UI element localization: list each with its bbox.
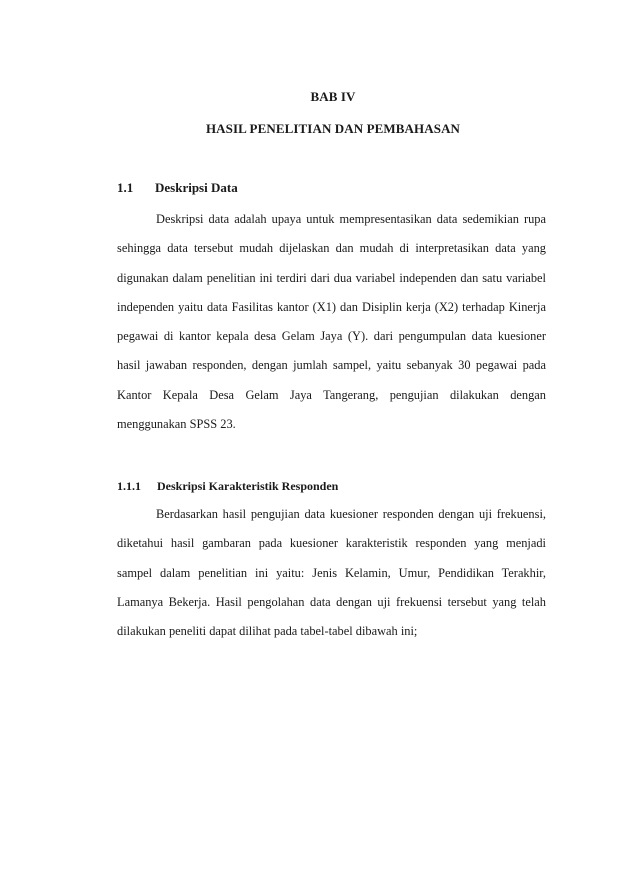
subsection-number: 1.1.1 bbox=[117, 479, 141, 493]
paragraph-line: Kantor Kepala Desa Gelam Jaya Tangerang, pengujian dilakukan dengan bbox=[117, 387, 546, 402]
subsection-title: Deskripsi Karakteristik Responden bbox=[157, 479, 339, 493]
paragraph-line: sehingga data tersebut mudah dijelaskan dan mudah di interpretasikan data yang bbox=[117, 241, 546, 256]
section-title: Deskripsi Data bbox=[155, 180, 238, 195]
chapter-title: HASIL PENELITIAN DAN PEMBAHASAN bbox=[205, 121, 461, 136]
paragraph-line: independen yaitu data Fasilitas kantor (X1) dan Disiplin kerja (X2) terhadap Kinerja bbox=[117, 299, 546, 314]
paragraph-line: Deskripsi data adalah upaya untuk mempresentasikan data sedemikian rupa bbox=[156, 212, 546, 226]
section-paragraph bbox=[117, 205, 546, 439]
paragraph-line: sampel dalam penelitian ini yaitu: Jenis Kelamin, Umur, Pendidikan Terakhir, bbox=[117, 565, 546, 580]
paragraph-line: hasil jawaban responden, dengan jumlah sampel, yaitu sebanyak 30 pegawai pada bbox=[117, 358, 546, 373]
paragraph-line: pegawai di kantor kepala desa Gelam Jaya (Y). dari pengumpulan data kuesioner bbox=[117, 329, 546, 344]
chapter-number: BAB IV bbox=[310, 89, 356, 104]
paragraph-line: Berdasarkan hasil pengujian data kuesioner responden dengan uji frekuensi, bbox=[156, 507, 546, 521]
paragraph-line: Lamanya Bekerja. Hasil pengolahan data dengan uji frekuensi tersebut yang telah bbox=[117, 594, 546, 609]
section-number: 1.1 bbox=[117, 180, 134, 195]
paragraph-line: diketahui hasil gambaran pada kuesioner karakteristik responden yang menjadi bbox=[117, 536, 546, 551]
paragraph-line: menggunakan SPSS 23. bbox=[117, 417, 236, 432]
paragraph-line: digunakan dalam penelitian ini terdiri dari dua variabel independen dan satu variabel bbox=[117, 270, 546, 285]
paragraph-line: dilakukan peneliti dapat dilihat pada tabel-tabel dibawah ini; bbox=[117, 624, 418, 639]
subsection-paragraph bbox=[117, 500, 546, 646]
